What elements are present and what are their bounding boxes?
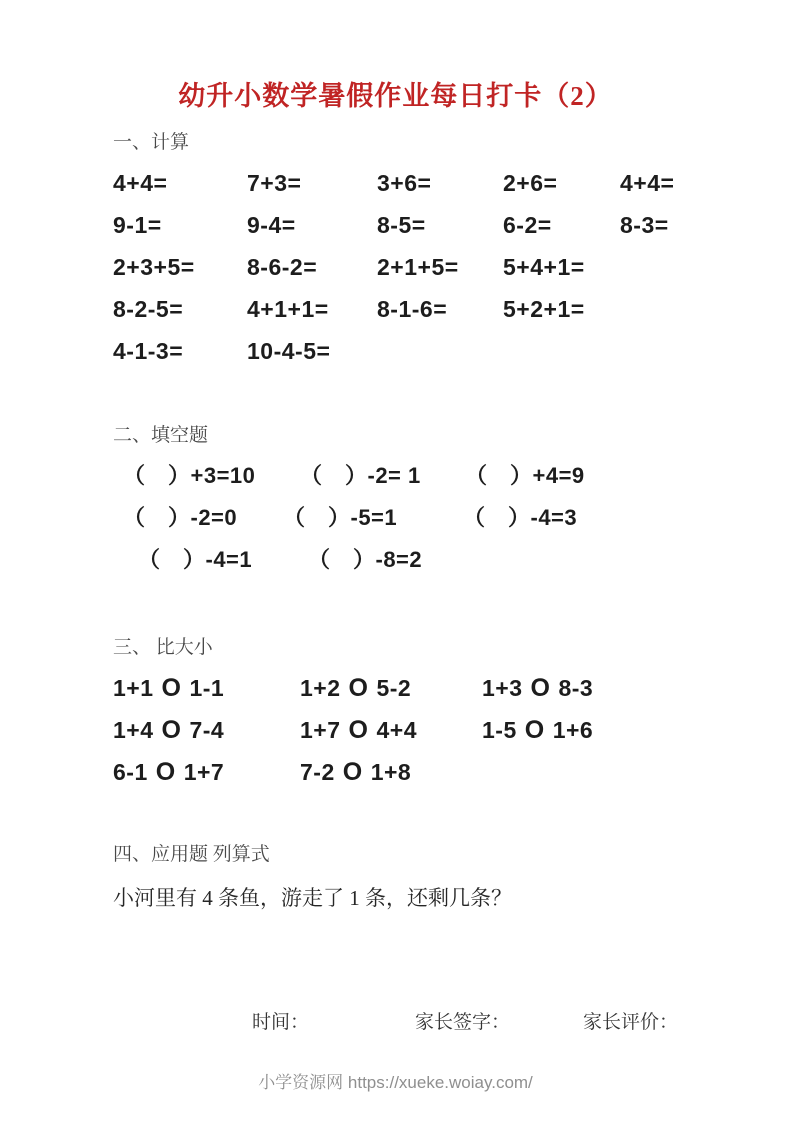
compare-left: 1-5 [482,717,517,743]
signature-footer [0,1010,791,1038]
blank-problem: （ ）-4=1 [138,547,253,572]
compare-problem [113,709,300,751]
calc-problem: 6-2= [503,212,552,238]
calc-problem: 4+4= [113,170,168,196]
calc-row [113,204,753,246]
calc-row [113,246,753,288]
calc-problem: 2+6= [503,170,558,196]
calc-problem: 2+3+5= [113,254,195,280]
compare-circle: O [524,716,545,744]
time-label: 时间： [252,1012,310,1033]
compare-row [113,709,753,751]
compare-row [113,667,753,709]
section-heading-blanks: 二、填空题 [113,425,209,446]
blank-problem: （ ）+3=10 [123,463,256,488]
blank-problems [123,455,743,581]
calc-problem: 4+1+1= [247,296,329,322]
calc-problem: 8-1-6= [377,296,448,322]
blank-problem: （ ）-2= 1 [300,463,421,488]
compare-problems [113,667,753,793]
blank-row [123,539,743,581]
compare-circle: O [348,674,369,702]
compare-right: 8-3 [558,675,594,701]
blank-problem: （ ）-8=2 [308,547,423,572]
calc-row [113,330,753,372]
calc-problems [113,162,753,372]
calc-problem: 4-1-3= [113,338,184,364]
compare-circle: O [342,758,363,786]
blank-problem: （ ）-4=3 [463,505,578,530]
calc-problem: 4+4= [620,170,675,196]
watermark-source-url: 小学资源网 https://xueke.woiay.com/ [258,1073,533,1092]
compare-problem [113,667,300,709]
compare-left: 1+2 [300,675,341,701]
compare-right: 7-4 [189,717,225,743]
parent-evaluation-label: 家长评价： [583,1012,679,1033]
compare-circle: O [155,758,176,786]
compare-row [113,751,753,793]
calc-problem: 5+2+1= [503,296,585,322]
calc-problem: 9-4= [247,212,296,238]
calc-problem: 3+6= [377,170,432,196]
page-title: 幼升小数学暑假作业每日打卡（2） [178,81,613,111]
blank-problem: （ ）-2=0 [123,505,238,530]
section-heading-compare: 三、 比大小 [113,637,213,658]
blank-problem: （ ）-5=1 [283,505,398,530]
compare-problem [300,709,482,751]
compare-problem [113,751,300,793]
blank-row [123,455,743,497]
calc-problem: 2+1+5= [377,254,459,280]
calc-problem: 7+3= [247,170,302,196]
calc-problem: 8-5= [377,212,426,238]
word-problem-text: 小河里有 4 条鱼，游走了 1 条，还剩几条？ [113,886,512,910]
compare-problem [482,709,753,751]
compare-left: 1+3 [482,675,523,701]
calc-problem: 5+4+1= [503,254,585,280]
compare-circle: O [348,716,369,744]
compare-circle: O [161,674,182,702]
compare-circle: O [161,716,182,744]
compare-right: 1+8 [370,759,412,785]
calc-problem: 8-6-2= [247,254,318,280]
compare-circle: O [530,674,551,702]
compare-problem [482,667,753,709]
calc-problem: 10-4-5= [247,338,331,364]
compare-right: 1+7 [183,759,225,785]
compare-right: 4+4 [376,717,417,743]
compare-right: 5-2 [376,675,412,701]
calc-row [113,162,753,204]
calc-problem: 8-3= [620,212,669,238]
section-heading-word-problem: 四、应用题 列算式 [113,844,270,865]
compare-problem [300,667,482,709]
compare-problem [300,751,482,793]
compare-left: 1+4 [113,717,154,743]
compare-left: 1+7 [300,717,341,743]
calc-problem: 9-1= [113,212,162,238]
calc-problem: 8-2-5= [113,296,184,322]
compare-right: 1-1 [189,675,225,701]
parent-signature-label: 家长签字： [415,1012,511,1033]
blank-row [123,497,743,539]
compare-right: 1+6 [552,717,594,743]
compare-left: 7-2 [300,759,335,785]
blank-problem: （ ）+4=9 [465,463,585,488]
section-heading-calc: 一、计算 [113,132,190,153]
compare-left: 6-1 [113,759,148,785]
compare-left: 1+1 [113,675,154,701]
calc-row [113,288,753,330]
